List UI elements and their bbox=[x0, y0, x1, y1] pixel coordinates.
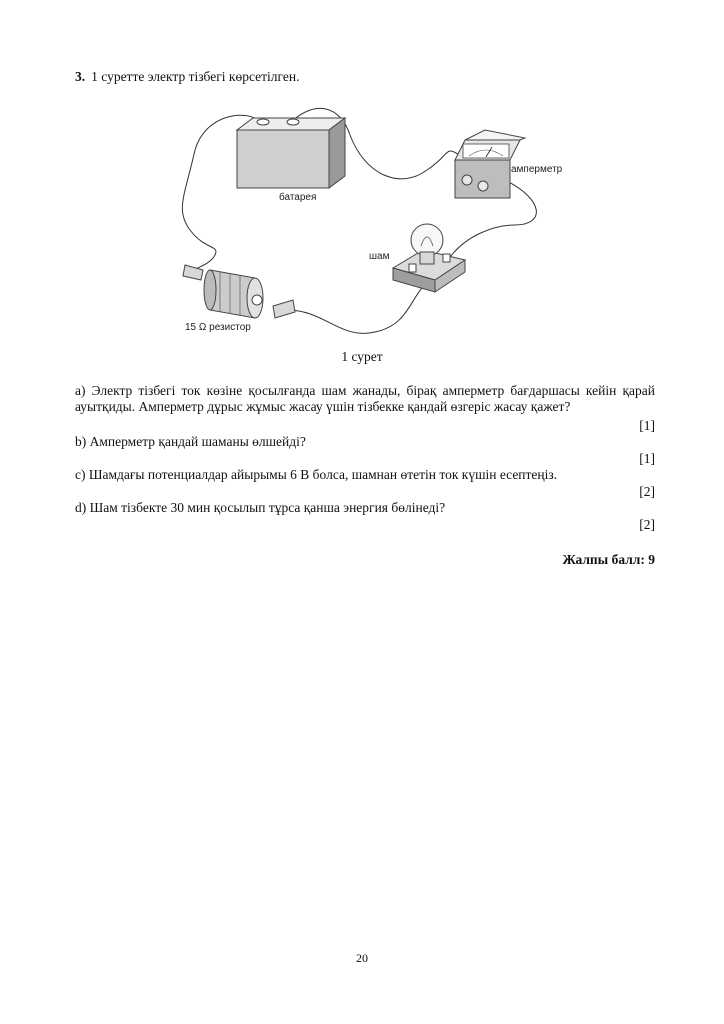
question-heading bbox=[75, 69, 299, 85]
question-number: 3. bbox=[75, 69, 86, 84]
question-part-c: c) Шамдағы потенциалдар айырымы 6 В болса, шамнан өтетін ток күшін есептеңіз. bbox=[75, 467, 558, 482]
battery-icon bbox=[237, 118, 345, 188]
resistor-icon bbox=[183, 265, 295, 318]
wire-resistor-lamp bbox=[287, 280, 430, 333]
ammeter-label: амперметр bbox=[511, 164, 563, 175]
question-part-b: b) Амперметр қандай шаманы өлшейді? bbox=[75, 434, 306, 449]
question-part-a: a) Электр тізбегі ток көзіне қосылғанда шам жанады, бірақ амперметр бағдаршасы кейін қарай ауытқиды. Амперметр дұрыс жұмыс жасау үшін тізбекке қандай өзгеріс жасау қажет? bbox=[75, 383, 655, 414]
lamp-icon bbox=[393, 224, 465, 292]
total-score: Жалпы балл: 9 bbox=[562, 552, 655, 567]
mark-part-b: [1] bbox=[639, 451, 655, 466]
mark-part-a: [1] bbox=[639, 418, 655, 433]
mark-part-c: [2] bbox=[639, 484, 655, 499]
lamp-label: шам bbox=[369, 251, 390, 262]
battery-label: батарея bbox=[279, 192, 317, 203]
circuit-diagram bbox=[165, 100, 585, 345]
page-number: 20 bbox=[356, 951, 368, 965]
mark-part-d: [2] bbox=[639, 517, 655, 532]
question-part-d: d) Шам тізбекте 30 мин қосылып тұрса қанша энергия бөлінеді? bbox=[75, 500, 446, 515]
resistor-label: 15 Ω резистор bbox=[185, 322, 251, 333]
figure-caption: 1 сурет bbox=[341, 349, 383, 364]
question-intro: 1 суретте электр тізбегі көрсетілген. bbox=[91, 69, 300, 84]
circuit-figure bbox=[165, 100, 585, 345]
